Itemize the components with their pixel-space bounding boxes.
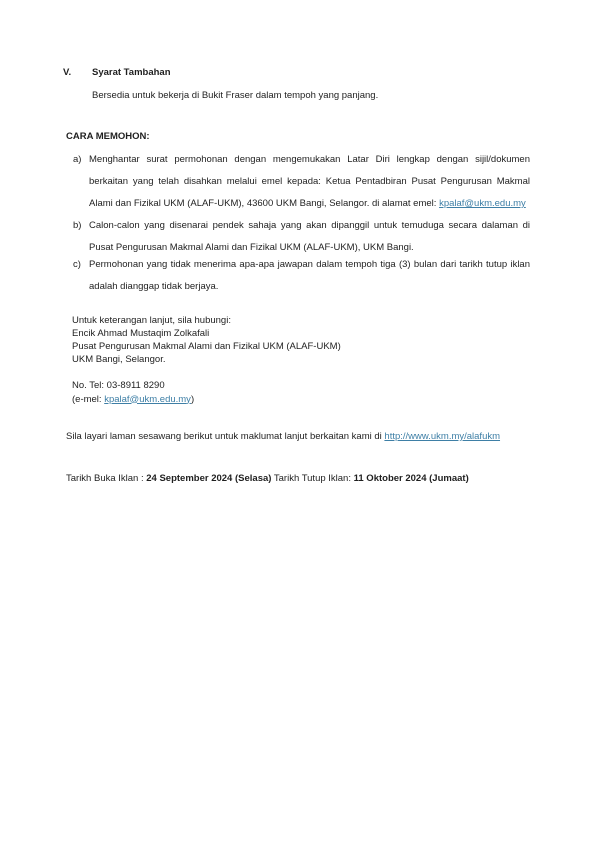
contact-organization: Pusat Pengurusan Makmal Alami dan Fizikal UKM (ALAF-UKM)	[72, 341, 341, 352]
website-link[interactable]: http://www.ukm.my/alafukm	[384, 431, 501, 442]
list-item-a-text	[89, 149, 530, 215]
how-to-apply-heading: CARA MEMOHON:	[66, 131, 150, 142]
website-line	[66, 430, 500, 443]
list-letter-c: c)	[73, 259, 81, 270]
section-additional-requirements	[63, 67, 536, 102]
list-item-c-text: Permohonan yang tidak menerima apa-apa jawapan dalam tempoh tiga (3) bulan dari tarikh tutup iklan adalah dianggap tidak berjaya.	[89, 259, 530, 292]
email-line	[72, 393, 194, 407]
email-prefix: (e-mel:	[72, 393, 105, 405]
contact-intro: Untuk keterangan lanjut, sila hubungi:	[72, 315, 231, 326]
contact-location: UKM Bangi, Selangor.	[72, 354, 166, 365]
close-date-value: 11 Oktober 2024 (Jumaat)	[353, 473, 469, 484]
section-title: Syarat Tambahan	[92, 67, 171, 78]
list-item-a-body: Menghantar surat permohonan dengan mengemukakan Latar Diri lengkap dengan sijil/dokumen berkaitan yang telah disahkan melalui emel kepada: Ketua Pentadbiran Pusat Pengurusan Makmal Alami dan Fizikal UKM (ALAF-UKM), 43600 UKM Bangi, Selangor. di alamat emel:	[89, 154, 530, 209]
email-link-contact[interactable]: kpalaf@ukm.edu.my	[104, 393, 191, 405]
section-numeral: V.	[63, 67, 72, 78]
open-date-label: Tarikh Buka Iklan :	[66, 473, 147, 484]
list-item-a	[73, 149, 530, 215]
list-item-b-text: Calon-calon yang disenarai pendek sahaja yang akan dipanggil untuk temuduga secara dalaman di Pusat Pengurusan Makmal Alami dan Fizikal UKM (ALAF-UKM), UKM Bangi.	[89, 220, 530, 253]
website-text: Sila layari laman sesawang berikut untuk maklumat lanjut berkaitan kami di	[66, 431, 385, 442]
contact-person: Encik Ahmad Mustaqim Zolkafali	[72, 328, 210, 339]
phone-email-block	[72, 379, 194, 406]
email-suffix: )	[190, 393, 195, 405]
email-link-item-a[interactable]: kpalaf@ukm.edu.my	[439, 198, 526, 209]
section-body-text: Bersedia untuk bekerja di Bukit Fraser dalam tempoh yang panjang.	[92, 90, 379, 101]
list-item-c	[73, 254, 530, 298]
list-letter-b: b)	[73, 220, 82, 231]
open-date-value: 24 September 2024 (Selasa)	[146, 473, 272, 484]
list-item-b	[73, 215, 530, 259]
section-content	[92, 67, 378, 102]
list-letter-a: a)	[73, 154, 82, 165]
contact-block	[72, 314, 341, 366]
phone-number: No. Tel: 03-8911 8290	[72, 380, 165, 391]
advert-dates-line	[66, 472, 469, 485]
close-date-label: Tarikh Tutup Iklan:	[271, 473, 354, 484]
